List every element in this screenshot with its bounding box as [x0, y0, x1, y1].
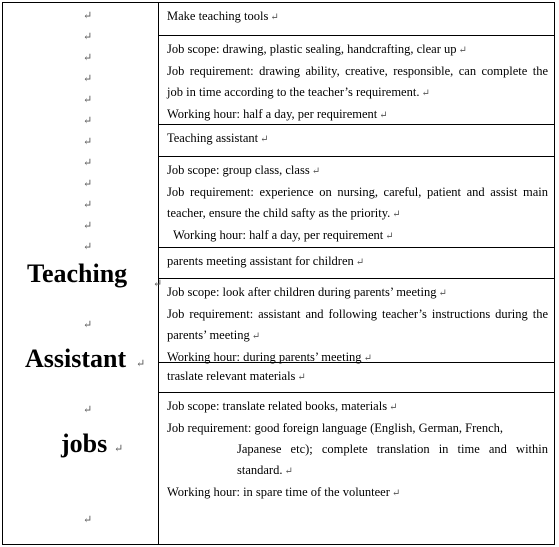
paragraph-mark: ↵	[83, 10, 93, 22]
paragraph-mark: ↵	[83, 94, 93, 106]
paragraph-mark: ↵	[136, 358, 146, 370]
job-requirement: Job requirement: experience on nursing, careful, patient and assist main teacher, ensure the child safty as the priority. ↵	[167, 185, 548, 220]
job-scope: Job scope: group class, class ↵	[167, 163, 321, 177]
job-title-row	[159, 248, 554, 279]
title-jobs: jobs	[61, 429, 108, 458]
job-scope: Job scope: translate related books, materials ↵	[167, 399, 398, 413]
paragraph-mark: ↵	[153, 278, 163, 290]
job-requirement-continued: Japanese etc); complete translation in time and within standard. ↵	[237, 442, 548, 477]
job-table	[2, 2, 555, 545]
title-assistant: Assistant	[25, 344, 127, 373]
job-requirement: Job requirement: drawing ability, creative, responsible, can complete the job in time according to the teacher’s requirement. ↵	[167, 64, 548, 99]
paragraph-mark: ↵	[83, 31, 93, 43]
paragraph-mark: ↵	[114, 443, 124, 455]
paragraph-mark: ↵	[83, 514, 93, 526]
job-requirement: Job requirement: good foreign language (English, German, French,	[167, 421, 504, 435]
job-requirement: Job requirement: assistant and following teacher’s instructions during the parents’ meeting ↵	[167, 307, 548, 342]
paragraph-mark: ↵	[83, 220, 93, 232]
paragraph-mark: ↵	[83, 157, 93, 169]
job-detail-row	[159, 279, 554, 363]
job-scope: Job scope: drawing, plastic sealing, handcrafting, clear up ↵	[167, 42, 467, 56]
title-teaching: Teaching	[27, 259, 128, 288]
paragraph-mark: ↵	[83, 178, 93, 190]
paragraph-mark: ↵	[83, 136, 93, 148]
paragraph-mark: ↵	[83, 404, 93, 416]
job-title: parents meeting assistant for children ↵	[167, 254, 365, 268]
job-detail-row	[159, 36, 554, 125]
job-title: Teaching assistant ↵	[167, 131, 269, 145]
paragraph-mark: ↵	[83, 199, 93, 211]
job-title-row	[159, 3, 554, 36]
working-hour: Working hour: in spare time of the volunteer ↵	[167, 485, 401, 499]
working-hour: Working hour: during parents’ meeting ↵	[167, 350, 372, 364]
job-detail-row	[159, 157, 554, 248]
job-title-row	[159, 125, 554, 157]
job-detail-row	[159, 393, 554, 546]
job-scope: Job scope: look after children during parents’ meeting ↵	[167, 285, 447, 299]
paragraph-mark: ↵	[83, 319, 93, 331]
paragraph-mark: ↵	[83, 241, 93, 253]
working-hour: Working hour: half a day, per requirement ↵	[167, 107, 388, 121]
job-title: Make teaching tools ↵	[167, 9, 279, 23]
job-title-row	[159, 363, 554, 393]
working-hour: Working hour: half a day, per requirement ↵	[173, 228, 394, 242]
job-title: traslate relevant materials ↵	[167, 369, 306, 383]
paragraph-mark: ↵	[83, 73, 93, 85]
right-column	[159, 3, 554, 544]
left-column	[3, 3, 163, 544]
paragraph-mark: ↵	[83, 115, 93, 127]
paragraph-mark: ↵	[83, 52, 93, 64]
